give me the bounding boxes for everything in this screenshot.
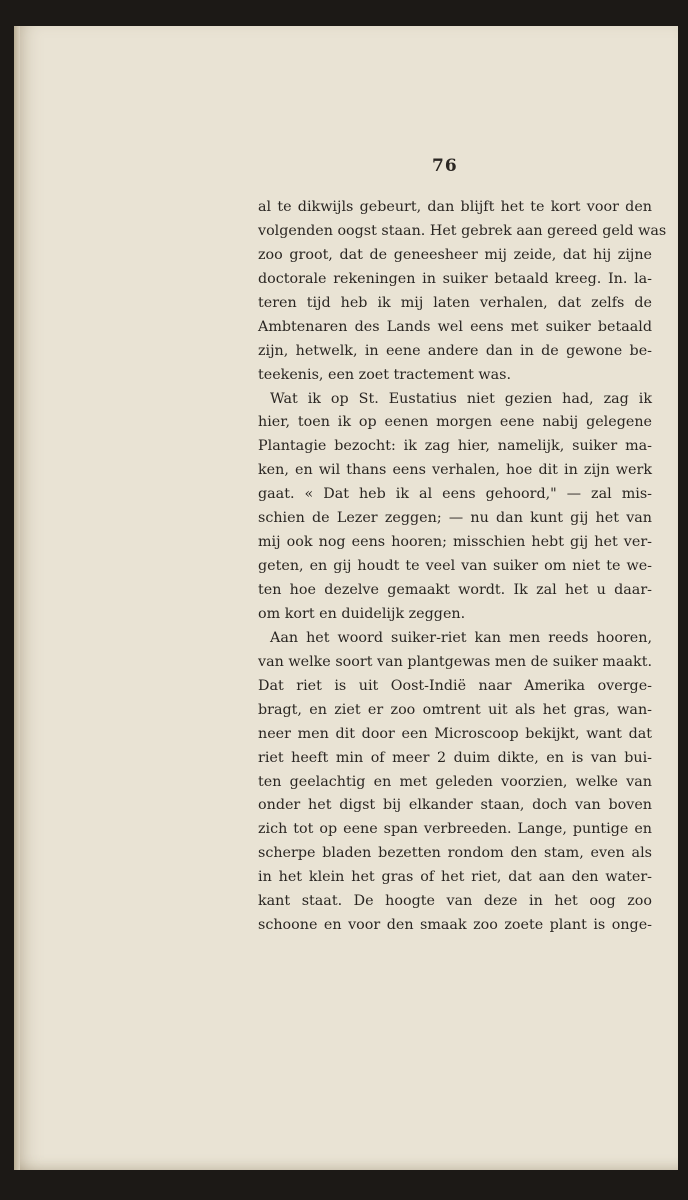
page-binding-edge [14, 26, 20, 1170]
text-line: neer men dit door een Microscoop bekijkt, want dat [258, 725, 652, 742]
text-line: Wat ik op St. Eustatius niet gezien had, zag ik [270, 390, 652, 407]
text-line: doctorale rekeningen in suiker betaald kreeg. In. la- [258, 270, 652, 287]
text-line: hier, toen ik op eenen morgen eene nabij gelegene [258, 414, 652, 431]
text-line: Plantagie bezocht: ik zag hier, namelijk, suiker ma- [258, 438, 652, 455]
text-line: teekenis, een zoet tractement was. [258, 366, 512, 383]
page-number: 76 [432, 156, 458, 176]
text-line: riet heeft min of meer 2 duim dikte, en is van bui- [258, 749, 652, 766]
text-line: van welke soort van plantgewas men de suiker maakt. [258, 653, 652, 670]
text-line: ken, en wil thans eens verhalen, hoe dit in zijn werk [258, 462, 652, 479]
text-line: zich tot op eene span verbreeden. Lange, puntige en [258, 821, 652, 838]
text-line: al te dikwijls gebeurt, dan blijft het te kort voor den [258, 199, 652, 215]
text-line: zoo groot, dat de geneesheer mij zeide, dat hij zijne [258, 246, 652, 263]
text-line: ten hoe dezelve gemaakt wordt. Ik zal het u daar- [258, 582, 652, 598]
body-text [258, 196, 667, 938]
text-line: in het klein het gras of het riet, dat aan den water- [258, 869, 652, 886]
text-line: zijn, hetwelk, in eene andere dan in de gewone be- [258, 342, 652, 359]
text-line: Dat riet is uit Oost-Indië naar Amerika overge- [258, 677, 652, 694]
text-line: gaat. « Dat heb ik al eens gehoord," — zal mis- [258, 486, 652, 503]
text-line: geten, en gij houdt te veel van suiker om niet te we- [258, 558, 652, 575]
text-line: volgenden oogst staan. Het gebrek aan gereed geld was [258, 222, 667, 239]
text-line: bragt, en ziet er zoo omtrent uit als het gras, wan- [258, 701, 652, 718]
text-line: Aan het woord suiker-riet kan men reeds hooren, [270, 629, 652, 646]
text-line: mij ook nog eens hooren; misschien hebt gij het ver- [258, 534, 652, 551]
text-line: teren tijd heb ik mij laten verhalen, dat zelfs de [258, 294, 652, 311]
text-line: schoone en voor den smaak zoo zoete plant is onge- [258, 917, 652, 934]
text-line: om kort en duidelijk zeggen. [258, 605, 466, 622]
text-line: ten geelachtig en met geleden voorzien, welke van [258, 773, 652, 790]
text-line: onder het digst bij elkander staan, doch van boven [258, 797, 652, 814]
text-line: kant staat. De hoogte van deze in het oog zoo [258, 893, 652, 910]
text-line: scherpe bladen bezetten rondom den stam, even als [258, 845, 652, 862]
text-line: Ambtenaren des Lands wel eens met suiker betaald [258, 318, 652, 335]
text-line: schien de Lezer zeggen; — nu dan kunt gij het van [258, 510, 652, 527]
